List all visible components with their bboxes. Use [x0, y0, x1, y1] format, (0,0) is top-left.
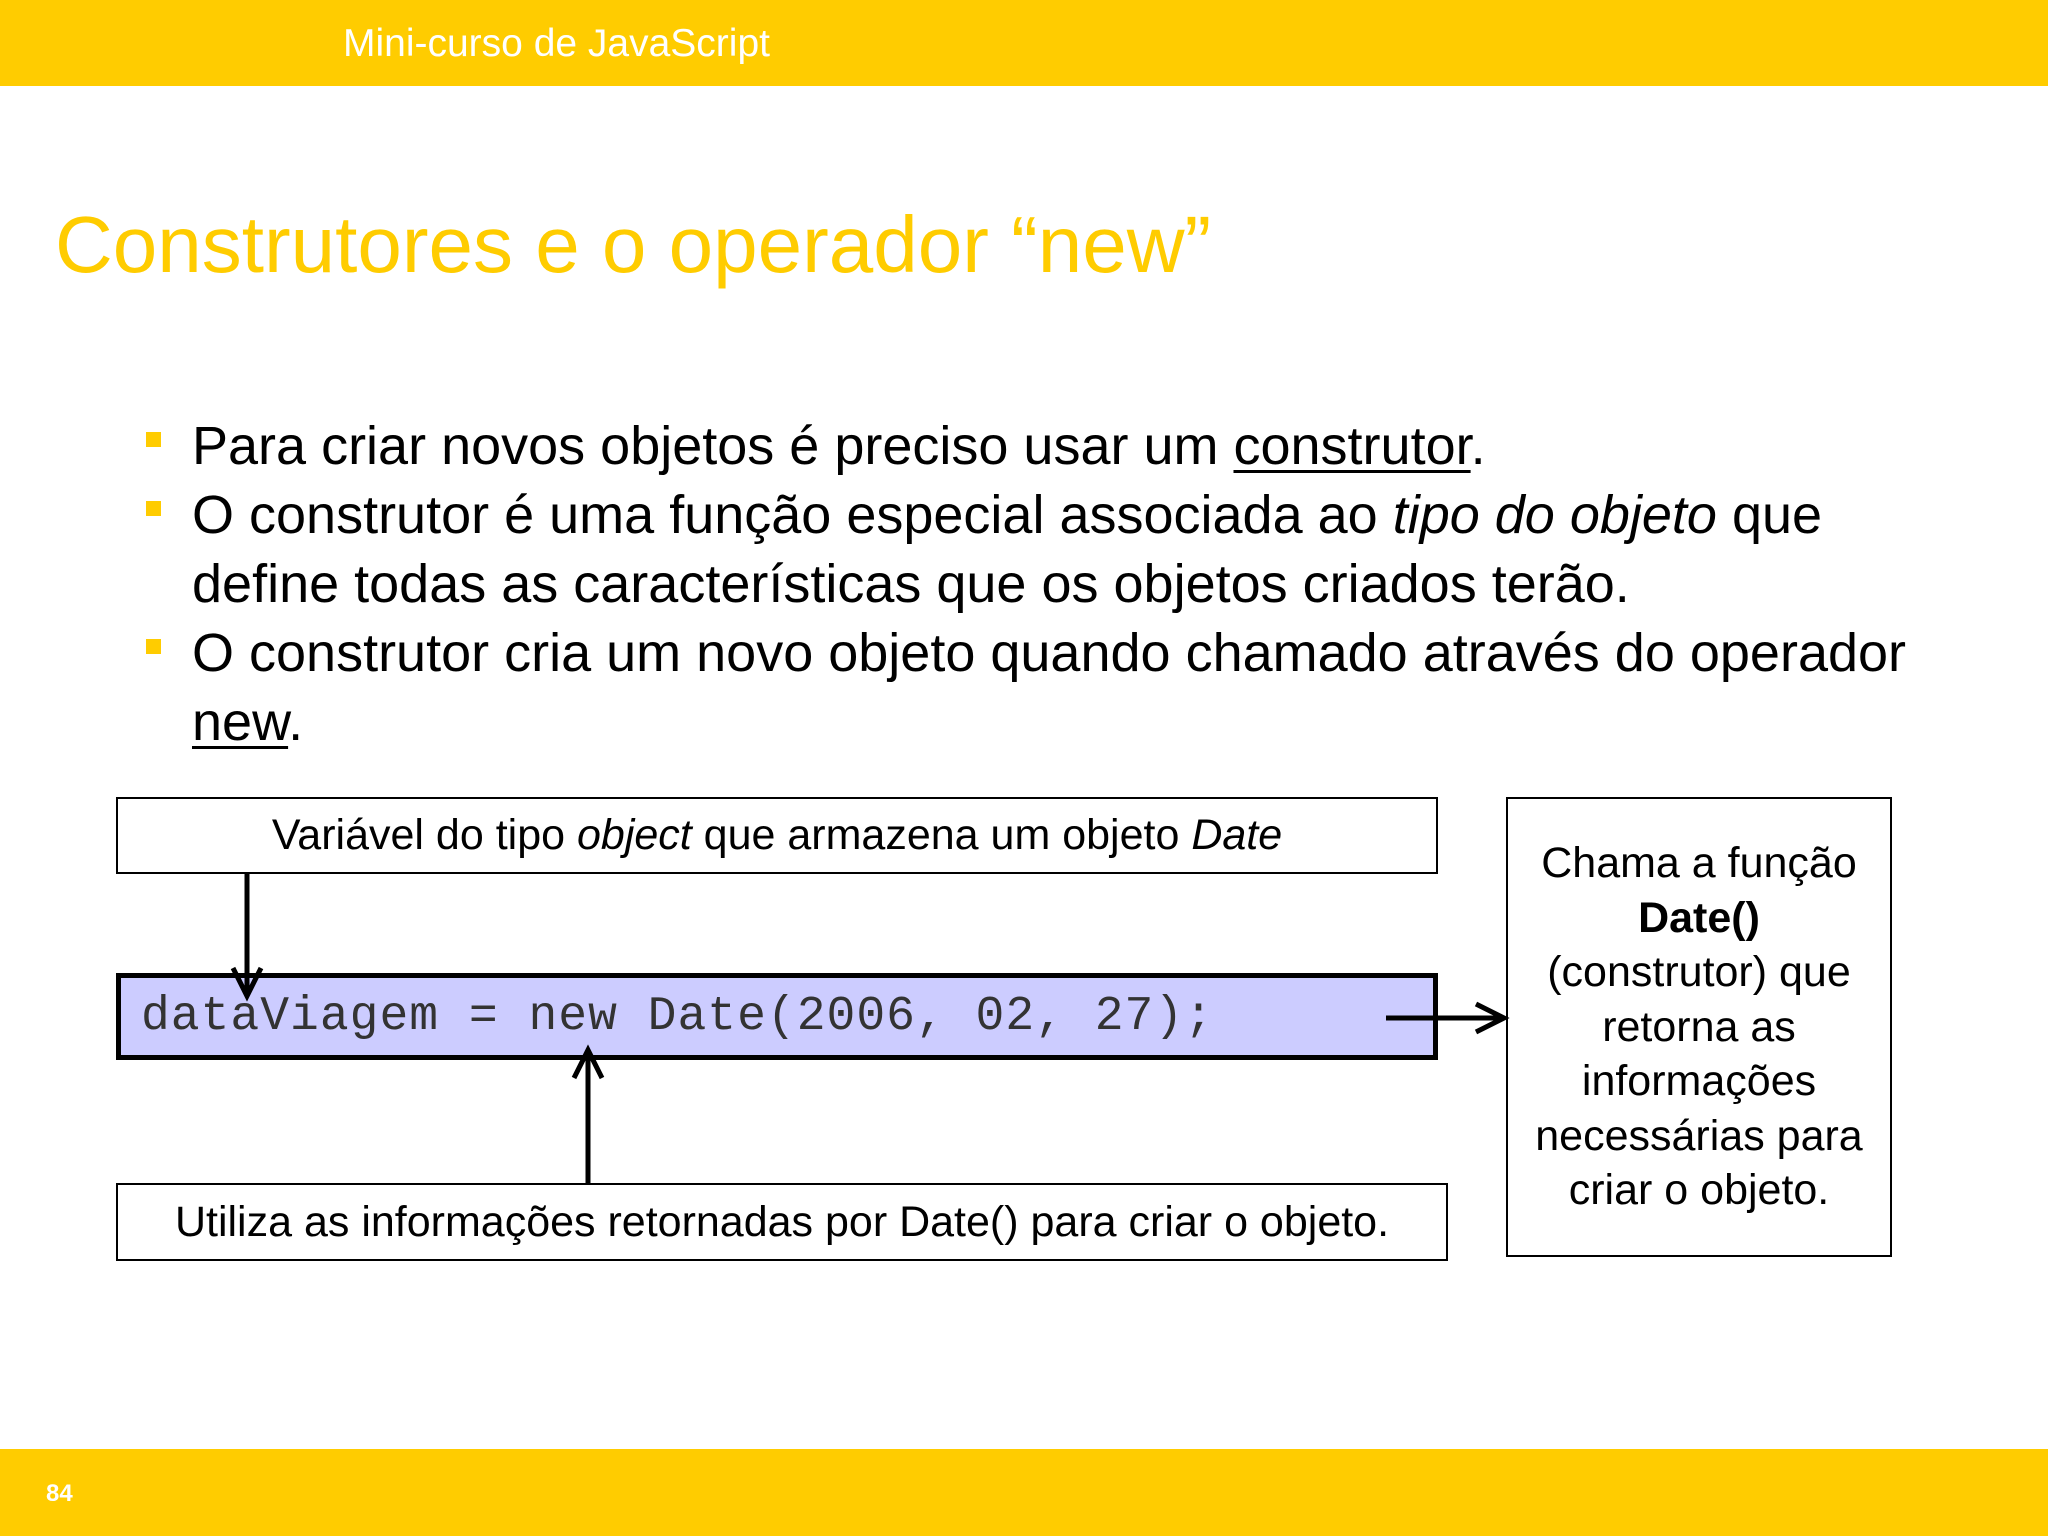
variable-callout-italic-object: object [576, 811, 692, 859]
slide-title: Construtores e o operador “new” [55, 200, 1212, 289]
variable-callout-italic-date: Date [1191, 811, 1283, 859]
calls-callout-text-end: (construtor) que retorna as informações necessárias para criar o objeto. [1535, 948, 1863, 1215]
bullet-text: O construtor é uma função especial associada ao [192, 485, 1393, 545]
footer-bar [0, 1449, 2048, 1536]
page-number: 84 [46, 1480, 73, 1507]
course-title: Mini-curso de JavaScript [343, 22, 770, 65]
square-bullet-icon [146, 432, 161, 447]
square-bullet-icon [146, 639, 161, 654]
bullet-text-end: . [1470, 416, 1486, 476]
uses-callout-box [116, 1183, 1448, 1261]
calls-callout-bold: Date() [1638, 893, 1760, 942]
variable-callout-text [271, 811, 1283, 859]
underlined-term: new [192, 692, 289, 752]
square-bullet-icon [146, 501, 161, 516]
bullet-item [140, 619, 1920, 757]
bullet-text-end: . [288, 692, 304, 752]
variable-callout-part: que armazena um objeto [691, 811, 1192, 859]
variable-callout-box [116, 797, 1438, 874]
arrow-up-icon [574, 1050, 602, 1183]
bullet-list [140, 412, 1920, 757]
header-bar [0, 0, 2048, 86]
bullet-item [140, 481, 1920, 619]
italic-term: tipo do objeto [1392, 485, 1717, 545]
bullet-text: Para criar novos objetos é preciso usar um [192, 416, 1234, 476]
uses-callout-text: Utiliza as informações retornadas por Date() para criar o objeto. [174, 1197, 1390, 1246]
code-line: dataViagem = new Date(2006, 02, 27); [116, 973, 1438, 1060]
bullet-text-end: que define todas as características que os objetos criados terão. [192, 485, 1823, 614]
underlined-term: construtor [1233, 416, 1471, 476]
calls-callout-text: Chama a função [1541, 839, 1857, 888]
calls-callout-box [1506, 797, 1892, 1257]
bullet-text: O construtor cria um novo objeto quando chamado através do operador [192, 623, 1907, 683]
bullet-item [140, 412, 1920, 481]
variable-callout-part: Variável do tipo [271, 811, 577, 859]
